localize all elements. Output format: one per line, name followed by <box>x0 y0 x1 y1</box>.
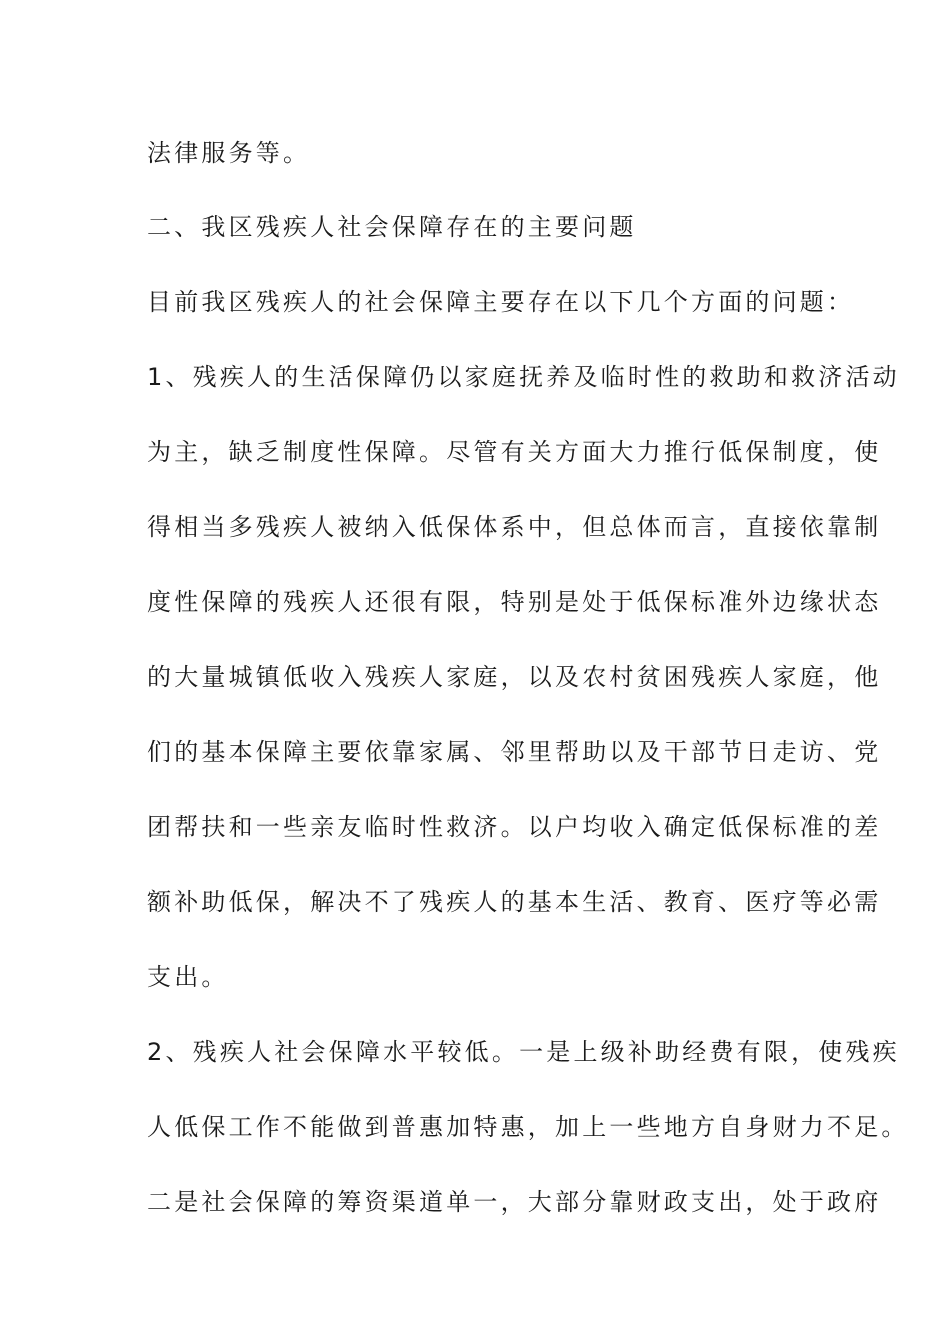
text-line: 的大量城镇低收入残疾人家庭，以及农村贫困残疾人家庭，他 <box>147 663 882 691</box>
text-line: 目前我区残疾人的社会保障主要存在以下几个方面的问题： <box>147 288 855 316</box>
text-line: 二是社会保障的筹资渠道单一，大部分靠财政支出，处于政府 <box>147 1188 882 1216</box>
text-line: 为主，缺乏制度性保障。尽管有关方面大力推行低保制度，使 <box>147 438 882 466</box>
text-line: 人低保工作不能做到普惠加特惠，加上一些地方自身财力不足。 <box>147 1113 909 1141</box>
text-line: 额补助低保，解决不了残疾人的基本生活、教育、医疗等必需 <box>147 888 882 916</box>
text-line: 得相当多残疾人被纳入低保体系中，但总体而言，直接依靠制 <box>147 513 882 541</box>
text-line: 们的基本保障主要依靠家属、邻里帮助以及干部节日走访、党 <box>147 738 882 766</box>
text-line: 团帮扶和一些亲友临时性救济。以户均收入确定低保标准的差 <box>147 813 882 841</box>
section-heading: 二、我区残疾人社会保障存在的主要问题 <box>147 213 637 241</box>
text-line: 度性保障的残疾人还很有限，特别是处于低保标准外边缘状态 <box>147 588 882 616</box>
text-line: 2、残疾人社会保障水平较低。一是上级补助经费有限，使残疾 <box>147 1038 900 1066</box>
text-line: 法律服务等。 <box>147 139 311 167</box>
text-line: 1、残疾人的生活保障仍以家庭抚养及临时性的救助和救济活动 <box>147 363 900 391</box>
text-line: 支出。 <box>147 963 229 991</box>
